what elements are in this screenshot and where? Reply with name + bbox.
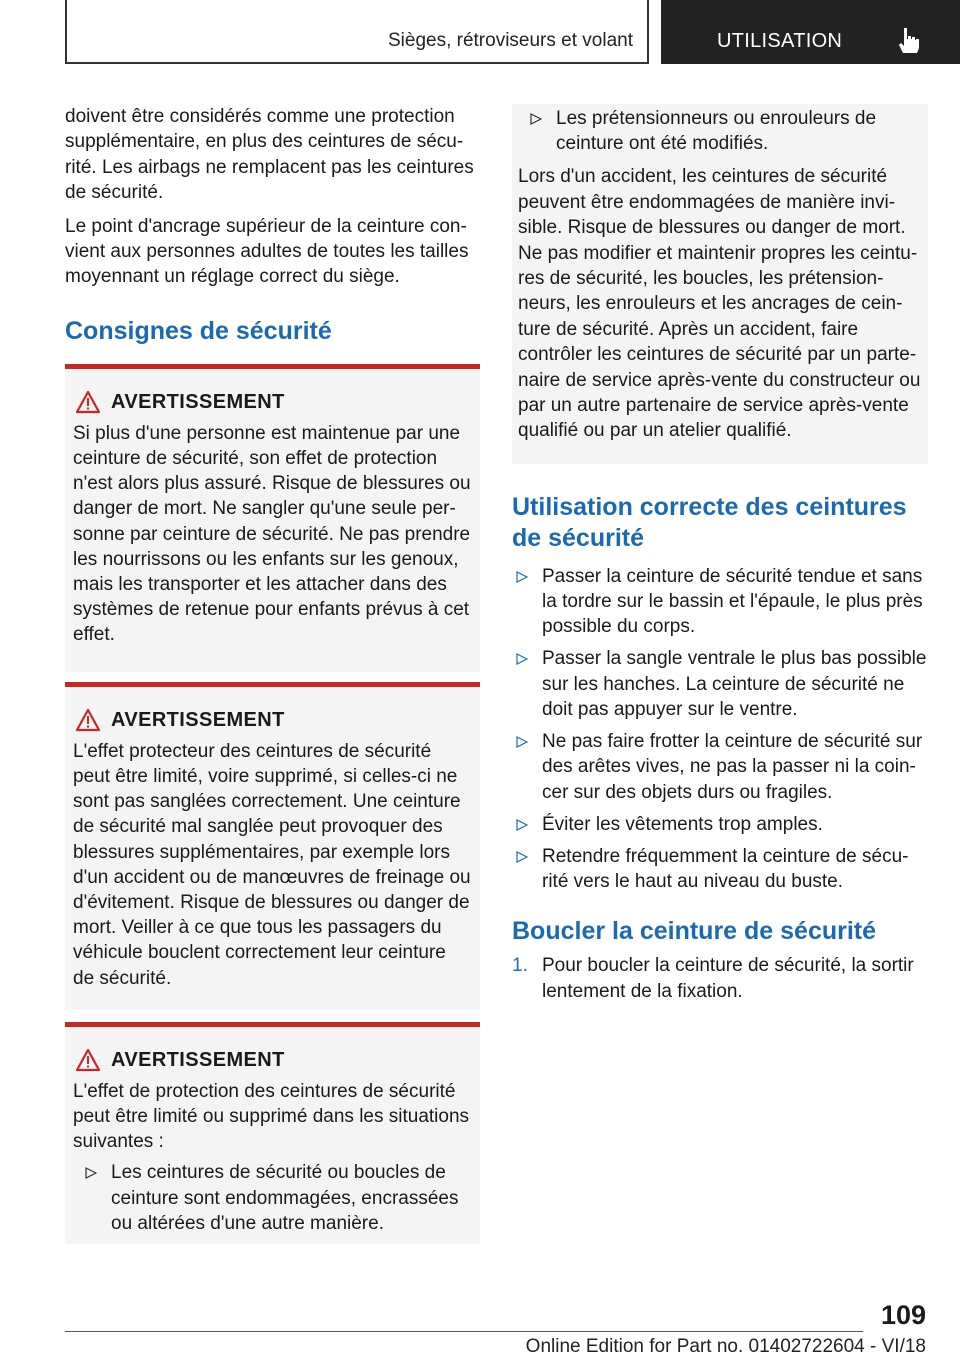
warning-box-1 <box>65 364 480 672</box>
intro-paragraph-2: Le point d'ancrage supérieur de la ceinture convient aux personnes adultes de toutes les tailles moyennant un réglage correct du siège. <box>65 215 469 288</box>
triangle-bullet-icon <box>516 571 528 583</box>
intro-paragraph-1: doivent être considérés comme une protection supplémentaire, en plus des ceintures de sécurité. Les airbags ne remplacent pas les ceintures de sécurité. <box>65 106 474 204</box>
footer-edition: Online Edition for Part no. 01402722604 - VI/18 <box>525 1336 926 1357</box>
footer-divider <box>65 1331 863 1332</box>
list-item-text: Retendre fréquemment la ceinture de sécurité vers le haut au niveau du buste. <box>542 845 909 893</box>
triangle-bullet-icon <box>516 851 528 863</box>
warning-triangle-icon <box>75 1048 101 1072</box>
list-item-text: Passer la sangle ventrale le plus bas possible sur les hanches. La ceinture de sécurité ne doit pas appuyer sur le ventre. <box>542 648 927 720</box>
warning-list <box>73 1160 472 1236</box>
header-chapter-box <box>661 0 960 64</box>
triangle-bullet-icon <box>516 736 528 748</box>
warning-title: AVERTISSEMENT <box>111 390 285 413</box>
step-text: Pour boucler la ceinture de sécurité, la sortir lentement de la fixation. <box>542 955 914 1002</box>
left-column <box>65 104 480 1244</box>
warning-box-3 <box>65 1022 480 1244</box>
step-item <box>512 953 928 1003</box>
list-item-text: Passer la ceinture de sécurité tendue et sans la tordre sur le bassin et l'épaule, le plus près possible du corps. <box>542 565 923 638</box>
heading-utilisation: Utilisation correcte des ceintures de sécurité <box>512 492 907 552</box>
warning-box-2 <box>65 682 480 1010</box>
list-item <box>512 812 928 837</box>
warning-title: AVERTISSEMENT <box>111 708 285 731</box>
right-column <box>512 104 928 1004</box>
heading-consignes: Consignes de sécurité <box>65 316 332 345</box>
header-section-title: Sièges, rétroviseurs et volant <box>387 30 633 51</box>
list-item <box>81 1160 472 1236</box>
heading-boucler: Boucler la ceinture de sécurité <box>512 917 877 946</box>
warning-continuation-box <box>512 104 928 464</box>
list-item <box>512 564 928 640</box>
warning-triangle-icon <box>75 708 101 732</box>
step-number: 1. <box>512 955 528 977</box>
header-section-box <box>65 0 649 64</box>
triangle-bullet-icon <box>85 1167 97 1179</box>
warning-text: L'effet protecteur des ceintures de sécurité peut être limité, voire supprimé, si celles-ci ne sont pas sanglées correctement. Une ceinture de sécurité mal sanglée peut provoquer des blessures supplémentaires, par exemple lors d'un accident ou de manœuvres de freinage ou d'évitement. Risque de blessures ou danger de mort. Veiller à ce que tous les passagers du véhicule bouclent correctement leur ceinture de sécurité. <box>73 740 471 989</box>
usage-list <box>512 564 928 894</box>
list-item-text: Ne pas faire frotter la ceinture de sécurité sur des arêtes vives, ne pas la passer ni la coincer sur des objets durs ou fragiles. <box>542 731 923 803</box>
triangle-bullet-icon <box>530 113 542 125</box>
list-item <box>512 844 928 894</box>
warning-text: L'effet de protection des ceintures de sécurité peut être limité ou supprimé dans les situations suivantes : <box>73 1080 470 1153</box>
list-item-text: Éviter les vêtements trop amples. <box>542 813 823 835</box>
hand-pointer-icon <box>895 26 921 54</box>
warning-text: Lors d'un accident, les ceintures de sécurité peuvent être endommagées de manière invisible. Risque de blessures ou danger de mort. Ne pas modifier et maintenir propres les ceintures de sécurité, les boucles, les prétensionneurs, les enrouleurs et les ancrages de ceinture de sécurité. Après un accident, faire contrôler les ceintures de sécurité par un partenaire de service après-vente du constructeur ou par un autre partenaire de service après-vente qualifié ou par un atelier qualifié. <box>518 166 921 442</box>
list-item <box>512 729 928 805</box>
triangle-bullet-icon <box>516 819 528 831</box>
list-item-text: Les ceintures de sécurité ou boucles de ceinture sont endommagées, encrassées ou altérées d'une autre manière. <box>111 1162 459 1234</box>
warning-title: AVERTISSEMENT <box>111 1048 285 1071</box>
triangle-bullet-icon <box>516 653 528 665</box>
warning-text: Si plus d'une personne est maintenue par une ceinture de sécurité, son effet de protection n'est alors plus assuré. Risque de blessures ou danger de mort. Ne sangler qu'une seule personne par ceinture de sécurité. Ne pas prendre les nourrissons ou les enfants sur les genoux, mais les transporter et les attacher dans des systèmes de retenue pour enfants prévus à cet effet. <box>73 422 471 646</box>
list-item <box>526 106 922 156</box>
warning-triangle-icon <box>75 390 101 414</box>
list-item-text: Les prétensionneurs ou enrouleurs de ceinture ont été modifiés. <box>556 108 877 155</box>
header-chapter-title: UTILISATION <box>717 30 843 52</box>
page-number: 109 <box>880 1300 926 1330</box>
list-item <box>512 646 928 722</box>
warning-list <box>518 106 922 156</box>
